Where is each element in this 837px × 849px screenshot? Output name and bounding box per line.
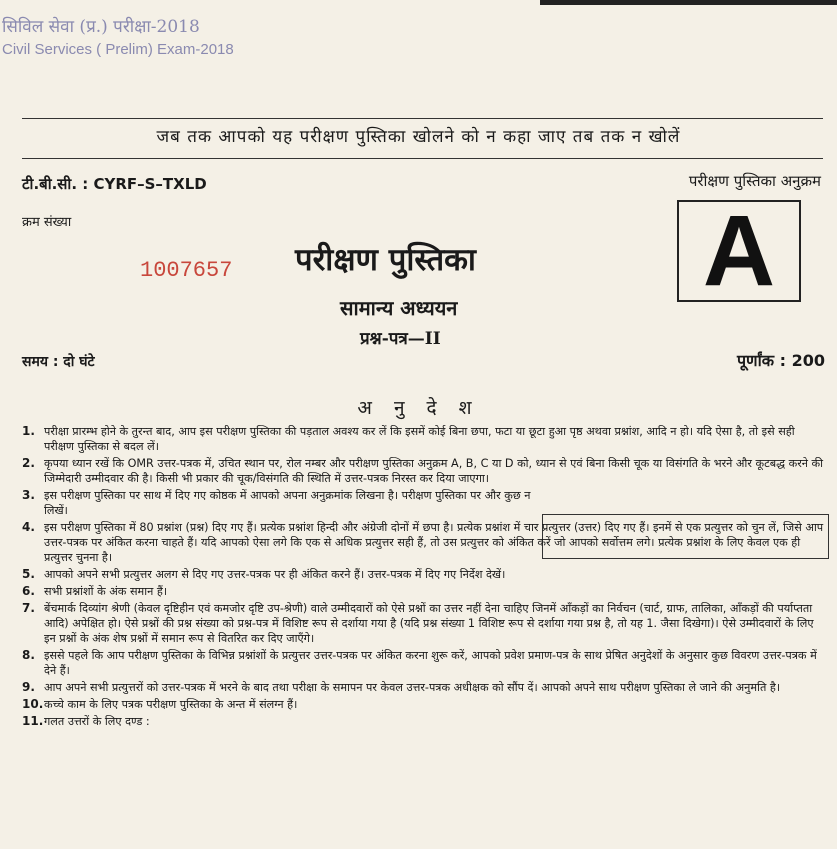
- instruction-number: 7.: [22, 601, 35, 615]
- divider-bottom: [22, 158, 823, 159]
- paper-number: प्रश्न-पत्र—II: [360, 329, 441, 349]
- tbc-code: टी.बी.सी. : CYRF–S–TXLD: [22, 175, 207, 193]
- instruction-item: [22, 520, 825, 565]
- serial-number-label: क्रम संख्या: [22, 215, 72, 230]
- top-edge-bar: [540, 0, 837, 5]
- instructions-heading: अ नु दे श: [357, 397, 480, 419]
- instruction-text: आपको अपने सभी प्रत्युत्तर अलग से दिए गए उत्तर-पत्रक पर ही अंकित करने हैं। उत्तर-पत्रक में दिए गए निर्देश देखें।: [44, 568, 506, 581]
- instruction-item: [22, 601, 825, 646]
- instruction-number: 10.: [22, 697, 44, 711]
- maximum-marks: पूर्णांक : 200: [736, 351, 825, 370]
- instruction-text: बेंचमार्क दिव्यांग श्रेणी (केवल दृष्टिहीन एवं कमजोर दृष्टि उप-श्रेणी) वाले उम्मीदवारों को ऐसे प्रश्नों का उत्तर नहीं देना चाहिए जिनमें आँकड़ों का निर्वचन (चार्ट, ग्राफ, तालिका, आँकड़ों की पर्याप्तता आदि) अपेक्षित हो। ऐसे प्रश्नों की प्रश्न संख्या को प्रश्न-पत्र में विशिष्ट रूप से दर्शाया गया है (यदि प्रश्न संख्या 1 विशिष्ट रूप से दर्शाया गया प्रश्न है, तो यह 1. जैसा दिखेगा)। ऐसे उम्मीदवारों के लिए इन प्रश्नों के अंक शेष प्रश्नों में समान रूप से वितरित कर दिए जाएँगे।: [44, 602, 814, 645]
- instruction-text: इस परीक्षण पुस्तिका में 80 प्रश्नांश (प्रश्न) दिए गए हैं। प्रत्येक प्रश्नांश हिन्दी और अंग्रेजी दोनों में छपा है। प्रत्येक प्रश्नांश में चार प्रत्युत्तर (उत्तर) दिए गए हैं। इनमें से एक प्रत्युत्तर को चुन लें, जिसे आप उत्तर-पत्रक पर अंकित करना चाहते हैं। यदि आपको ऐसा लगे कि एक से अधिक प्रत्युत्तर सही हैं, तो उस प्रत्युत्तर को अंकित करें जो आपको सर्वोत्तम लगे। प्रत्येक प्रश्नांश के लिए केवल एक ही प्रत्युत्तर चुनना है।: [44, 521, 824, 564]
- instruction-item: [22, 697, 825, 712]
- instruction-number: 5.: [22, 567, 35, 581]
- instruction-number: 1.: [22, 424, 35, 438]
- instruction-text: इस परीक्षण पुस्तिका पर साथ में दिए गए कोष्ठक में आपको अपना अनुक्रमांक लिखना है। परीक्षण पुस्तिका पर और कुछ न लिखें।: [44, 489, 531, 517]
- instruction-item: [22, 648, 825, 678]
- instruction-text: इससे पहले कि आप परीक्षण पुस्तिका के विभिन्न प्रश्नांशों के प्रत्युत्तर उत्तर-पत्रक पर अंकित करना शुरू करें, आपको प्रवेश प्रमाण-पत्र के साथ प्रेषित अनुदेशों के अनुसार कुछ विवरण उत्तर-पत्रक में देने हैं।: [44, 649, 817, 677]
- instruction-number: 3.: [22, 488, 35, 502]
- instruction-text: सभी प्रश्नांशों के अंक समान हैं।: [44, 585, 168, 598]
- instruction-item: [22, 456, 825, 486]
- do-not-open-warning: जब तक आपको यह परीक्षण पुस्तिका खोलने को न कहा जाए तब तक न खोलें: [156, 127, 681, 147]
- instruction-text: परीक्षा प्रारम्भ होने के तुरन्त बाद, आप इस परीक्षण पुस्तिका की पड़ताल अवश्य कर लें कि इसमें कोई बिना छपा, फटा या छूटा हुआ पृष्ठ अथवा प्रश्नांश, आदि न हो। यदि ऐसा है, तो इसे सही परीक्षण पुस्तिका से बदल लें।: [44, 425, 795, 453]
- instruction-text: गलत उत्तरों के लिए दण्ड :: [44, 715, 150, 728]
- instruction-number: 8.: [22, 648, 35, 662]
- booklet-series-label: परीक्षण पुस्तिका अनुक्रम: [688, 172, 821, 190]
- instruction-text: कच्चे काम के लिए पत्रक परीक्षण पुस्तिका के अन्त में संलग्न हैं।: [44, 698, 298, 711]
- instructions-list: [22, 424, 825, 731]
- serial-number: 1007657: [140, 258, 233, 283]
- instruction-text: कृपया ध्यान रखें कि OMR उत्तर-पत्रक में, उचित स्थान पर, रोल नम्बर और परीक्षण पुस्तिका अनुक्रम A, B, C या D को, ध्यान से एवं बिना किसी चूक या विसंगति के भरने और कूटबद्ध करने की जिम्मेदारी उम्मीदवार की है। किसी भी प्रकार की चूक/विसंगति की स्थिति में उत्तर-पत्रक निरस्त कर दिया जाएगा।: [44, 457, 824, 485]
- booklet-title: परीक्षण पुस्तिका: [295, 242, 476, 278]
- instruction-text: आप अपने सभी प्रत्युत्तरों को उत्तर-पत्रक में भरने के बाद तथा परीक्षा के समापन पर केवल उत्तर-पत्रक अधीक्षक को सौंप दें। आपको अपने साथ परीक्षण पुस्तिका ले जाने की अनुमति है।: [44, 681, 781, 694]
- instruction-number: 2.: [22, 456, 35, 470]
- exam-name-english: Civil Services ( Prelim) Exam-2018: [2, 41, 234, 58]
- divider-top: [22, 118, 823, 119]
- instruction-item: [22, 584, 825, 599]
- instruction-item: [22, 714, 825, 729]
- booklet-series-letter: A: [702, 195, 776, 307]
- instruction-item: [22, 424, 825, 454]
- time-allowed: समय : दो घंटे: [22, 354, 95, 370]
- exam-header-stamp: [2, 14, 234, 58]
- exam-name-hindi: सिविल सेवा (प्र.) परीक्षा-2018: [2, 17, 200, 37]
- instruction-item: [22, 680, 825, 695]
- instruction-number: 11.: [22, 714, 44, 728]
- instruction-number: 6.: [22, 584, 35, 598]
- instruction-number: 9.: [22, 680, 35, 694]
- booklet-series-box: [677, 195, 801, 307]
- instruction-number: 4.: [22, 520, 35, 534]
- subject-title: सामान्य अध्ययन: [340, 296, 458, 320]
- instruction-item: [22, 488, 532, 518]
- instruction-item: [22, 567, 825, 582]
